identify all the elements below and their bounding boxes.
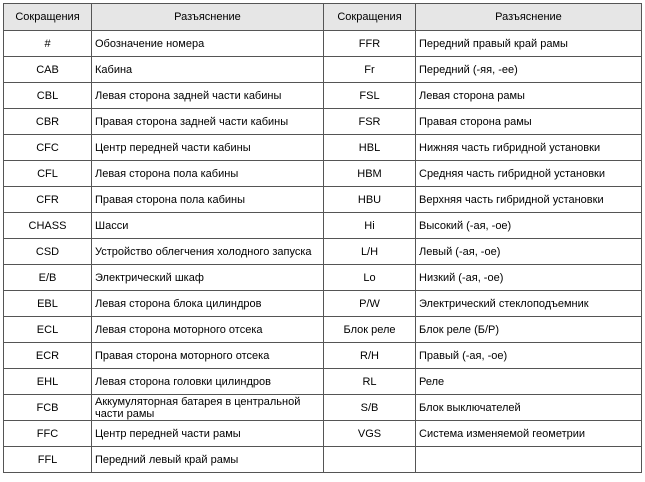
abbreviation-cell: R/H [324,343,416,369]
table-row [4,109,642,135]
abbreviation-cell: Lo [324,265,416,291]
explanation-cell: Аккумуляторная батарея в центральной части рамы [92,395,324,421]
abbreviation-cell: FFR [324,31,416,57]
explanation-cell: Электрический шкаф [92,265,324,291]
abbreviation-cell: ECL [4,317,92,343]
explanation-cell: Передний (-яя, -ее) [416,57,642,83]
explanation-cell: Кабина [92,57,324,83]
abbreviation-cell: EHL [4,369,92,395]
table-row [4,395,642,421]
table-row [4,317,642,343]
abbreviation-cell: S/B [324,395,416,421]
explanation-cell: Левая сторона моторного отсека [92,317,324,343]
table-row [4,343,642,369]
table-row [4,57,642,83]
table-row [4,135,642,161]
explanation-cell: Верхняя часть гибридной установки [416,187,642,213]
abbreviation-cell: P/W [324,291,416,317]
abbreviation-cell: CAB [4,57,92,83]
abbreviation-cell: CSD [4,239,92,265]
table-row [4,369,642,395]
abbreviation-cell: FSR [324,109,416,135]
table-row [4,83,642,109]
explanation-cell: Левая сторона рамы [416,83,642,109]
table-row [4,31,642,57]
abbreviation-cell: HBM [324,161,416,187]
explanation-cell: Нижняя часть гибридной установки [416,135,642,161]
table-row [4,291,642,317]
abbreviation-cell: Блок реле [324,317,416,343]
table-row [4,447,642,473]
explanation-cell: Передний правый край рамы [416,31,642,57]
explanation-cell: Центр передней части рамы [92,421,324,447]
abbreviation-cell: RL [324,369,416,395]
table-body [4,31,642,473]
abbreviation-cell: E/B [4,265,92,291]
explanation-cell: Левая сторона задней части кабины [92,83,324,109]
table-row [4,213,642,239]
table-row [4,265,642,291]
explanation-cell: Центр передней части кабины [92,135,324,161]
header-abbreviations-right: Сокращения [324,4,416,31]
explanation-cell: Левая сторона блока цилиндров [92,291,324,317]
abbreviation-cell: CHASS [4,213,92,239]
abbreviation-cell: Hi [324,213,416,239]
abbreviation-cell: Fr [324,57,416,83]
explanation-cell: Шасси [92,213,324,239]
abbreviation-cell [324,447,416,473]
abbreviation-cell: CBL [4,83,92,109]
explanation-cell: Блок реле (Б/Р) [416,317,642,343]
explanation-cell [416,447,642,473]
explanation-cell: Обозначение номера [92,31,324,57]
abbreviation-cell: ECR [4,343,92,369]
abbreviation-cell: FFL [4,447,92,473]
abbreviation-cell: FSL [324,83,416,109]
abbreviation-cell: HBU [324,187,416,213]
explanation-cell: Правая сторона пола кабины [92,187,324,213]
header-explanation-right: Разъяснение [416,4,642,31]
abbreviation-cell: CFL [4,161,92,187]
explanation-cell: Низкий (-ая, -ое) [416,265,642,291]
explanation-cell: Реле [416,369,642,395]
abbreviation-cell: HBL [324,135,416,161]
table-row [4,421,642,447]
explanation-cell: Блок выключателей [416,395,642,421]
header-row [4,4,642,31]
explanation-cell: Правая сторона задней части кабины [92,109,324,135]
abbreviation-cell: EBL [4,291,92,317]
header-explanation-left: Разъяснение [92,4,324,31]
explanation-cell: Правая сторона рамы [416,109,642,135]
abbreviation-cell: FCB [4,395,92,421]
abbreviations-table [3,3,642,473]
explanation-cell: Система изменяемой геометрии [416,421,642,447]
abbreviation-cell: CFR [4,187,92,213]
explanation-cell: Средняя часть гибридной установки [416,161,642,187]
explanation-cell: Левая сторона пола кабины [92,161,324,187]
explanation-cell: Устройство облегчения холодного запуска [92,239,324,265]
explanation-cell: Электрический стеклоподъемник [416,291,642,317]
table-row [4,187,642,213]
explanation-cell: Передний левый край рамы [92,447,324,473]
explanation-cell: Левый (-ая, -ое) [416,239,642,265]
abbreviation-cell: CFC [4,135,92,161]
explanation-cell: Высокий (-ая, -ое) [416,213,642,239]
table-row [4,239,642,265]
table-row [4,161,642,187]
abbreviation-cell: VGS [324,421,416,447]
explanation-cell: Левая сторона головки цилиндров [92,369,324,395]
abbreviation-cell: # [4,31,92,57]
header-abbreviations-left: Сокращения [4,4,92,31]
explanation-cell: Правый (-ая, -ое) [416,343,642,369]
abbreviation-cell: FFC [4,421,92,447]
abbreviation-cell: CBR [4,109,92,135]
explanation-cell: Правая сторона моторного отсека [92,343,324,369]
abbreviation-cell: L/H [324,239,416,265]
